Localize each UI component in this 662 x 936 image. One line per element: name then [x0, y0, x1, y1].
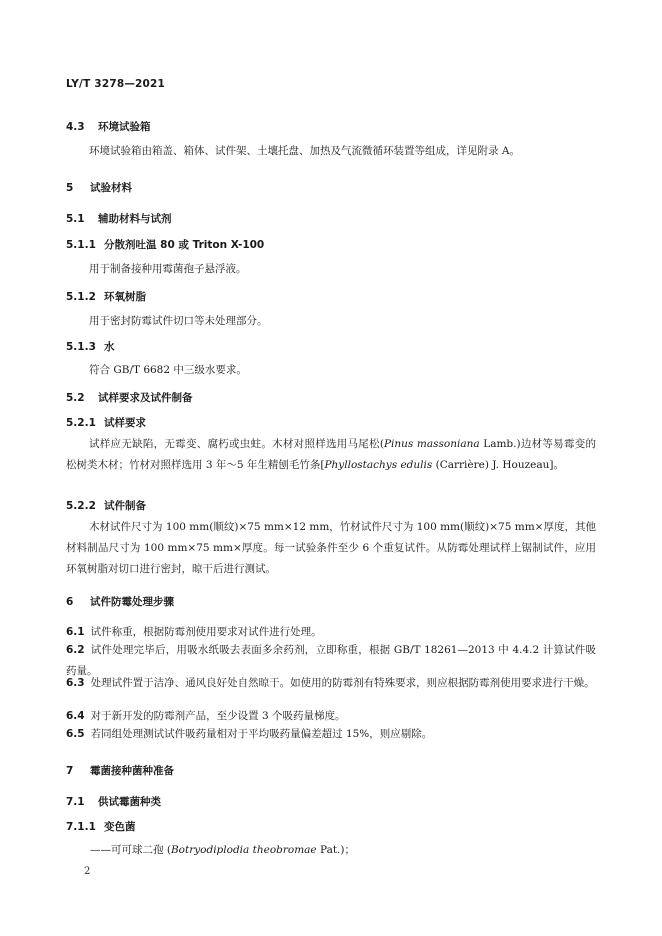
section-6-4-item: 6.4 对于新开发的防霉剂产品，至少设置 3 个吸药量梯度。	[66, 710, 346, 722]
section-6-2-item: 6.2 试件处理完毕后，用吸水纸吸去表面多余药剂，立即称重，根据 GB/T 18261—2013 中 4.4.2 计算试件吸药量。	[66, 644, 596, 677]
section-5-2-2-heading: 5.2.2 试件制备	[66, 500, 146, 512]
section-5-1-heading: 5.1 辅助材料与试剂	[66, 213, 172, 225]
section-7-1-heading: 7.1 供试霉菌种类	[66, 796, 161, 808]
section-5-2-2-body: 木材试件尺寸为 100 mm(顺纹)×75 mm×12 mm，竹材试件尺寸为 100 mm(顺纹)×75 mm×厚度，其他材料制品尺寸为 100 mm×75 mm×厚度。每一试验条件至少 6 个重复试件。从防霉处理试样上锯制试件，应用环氧树脂对切口进行密封，晾干后进行测试。	[66, 521, 596, 575]
section-4-3-body: 环境试验箱由箱盖、箱体、试件架、土壤托盘、加热及气流微循环装置等组成，详见附录 A。	[89, 145, 520, 157]
section-7-1-1-heading: 7.1.1 变色菌	[66, 821, 136, 833]
section-5-1-3-body: 符合 GB/T 6682 中三级水要求。	[89, 364, 247, 376]
fungus-list-item: ——可可球二孢 (Botryodiplodia theobromae Pat.)；	[90, 844, 355, 856]
section-6-1-item: 6.1 试件称重，根据防霉剂使用要求对试件进行处理。	[66, 626, 322, 638]
section-5-1-1-heading: 5.1.1 分散剂吐温 80 或 Triton X-100	[66, 239, 265, 251]
section-5-1-1-body: 用于制备接种用霉菌孢子悬浮液。	[89, 263, 247, 275]
section-5-heading: 5 试验材料	[66, 182, 132, 194]
section-5-2-1-heading: 5.2.1 试样要求	[66, 417, 146, 429]
section-5-1-2-heading: 5.1.2 环氧树脂	[66, 291, 146, 303]
section-6-3-item: 6.3 处理试件置于洁净、通风良好处自然晾干。如使用的防霉剂有特殊要求，则应根据防霉剂使用要求进行干燥。	[66, 677, 595, 689]
section-5-1-2-body: 用于密封防霉试件切口等未处理部分。	[89, 315, 268, 327]
page-number: 2	[84, 866, 91, 877]
section-6-5-item: 6.5 若同组处理测试试件吸药量相对于平均吸药量偏差超过 15%，则应剔除。	[66, 728, 433, 740]
section-7-heading: 7 霉菌接种菌种准备	[66, 765, 174, 777]
section-5-1-3-heading: 5.1.3 水	[66, 341, 115, 353]
section-5-2-1-body: 试样应无缺陷，无霉变、腐朽或虫蛀。木材对照样选用马尾松(Pinus massoniana Lamb.)边材等易霉变的松树类木材；竹材对照样选用 3 年～5 年生精刨毛竹条[Phyllostachys edulis (Carrière) J. Houzeau]。	[66, 438, 596, 471]
standard-code: LY/T 3278—2021	[66, 78, 166, 90]
section-6-heading: 6 试件防霉处理步骤	[66, 596, 174, 608]
section-5-2-heading: 5.2 试样要求及试件制备	[66, 392, 193, 404]
section-4-3-heading: 4.3 环境试验箱	[66, 121, 151, 133]
